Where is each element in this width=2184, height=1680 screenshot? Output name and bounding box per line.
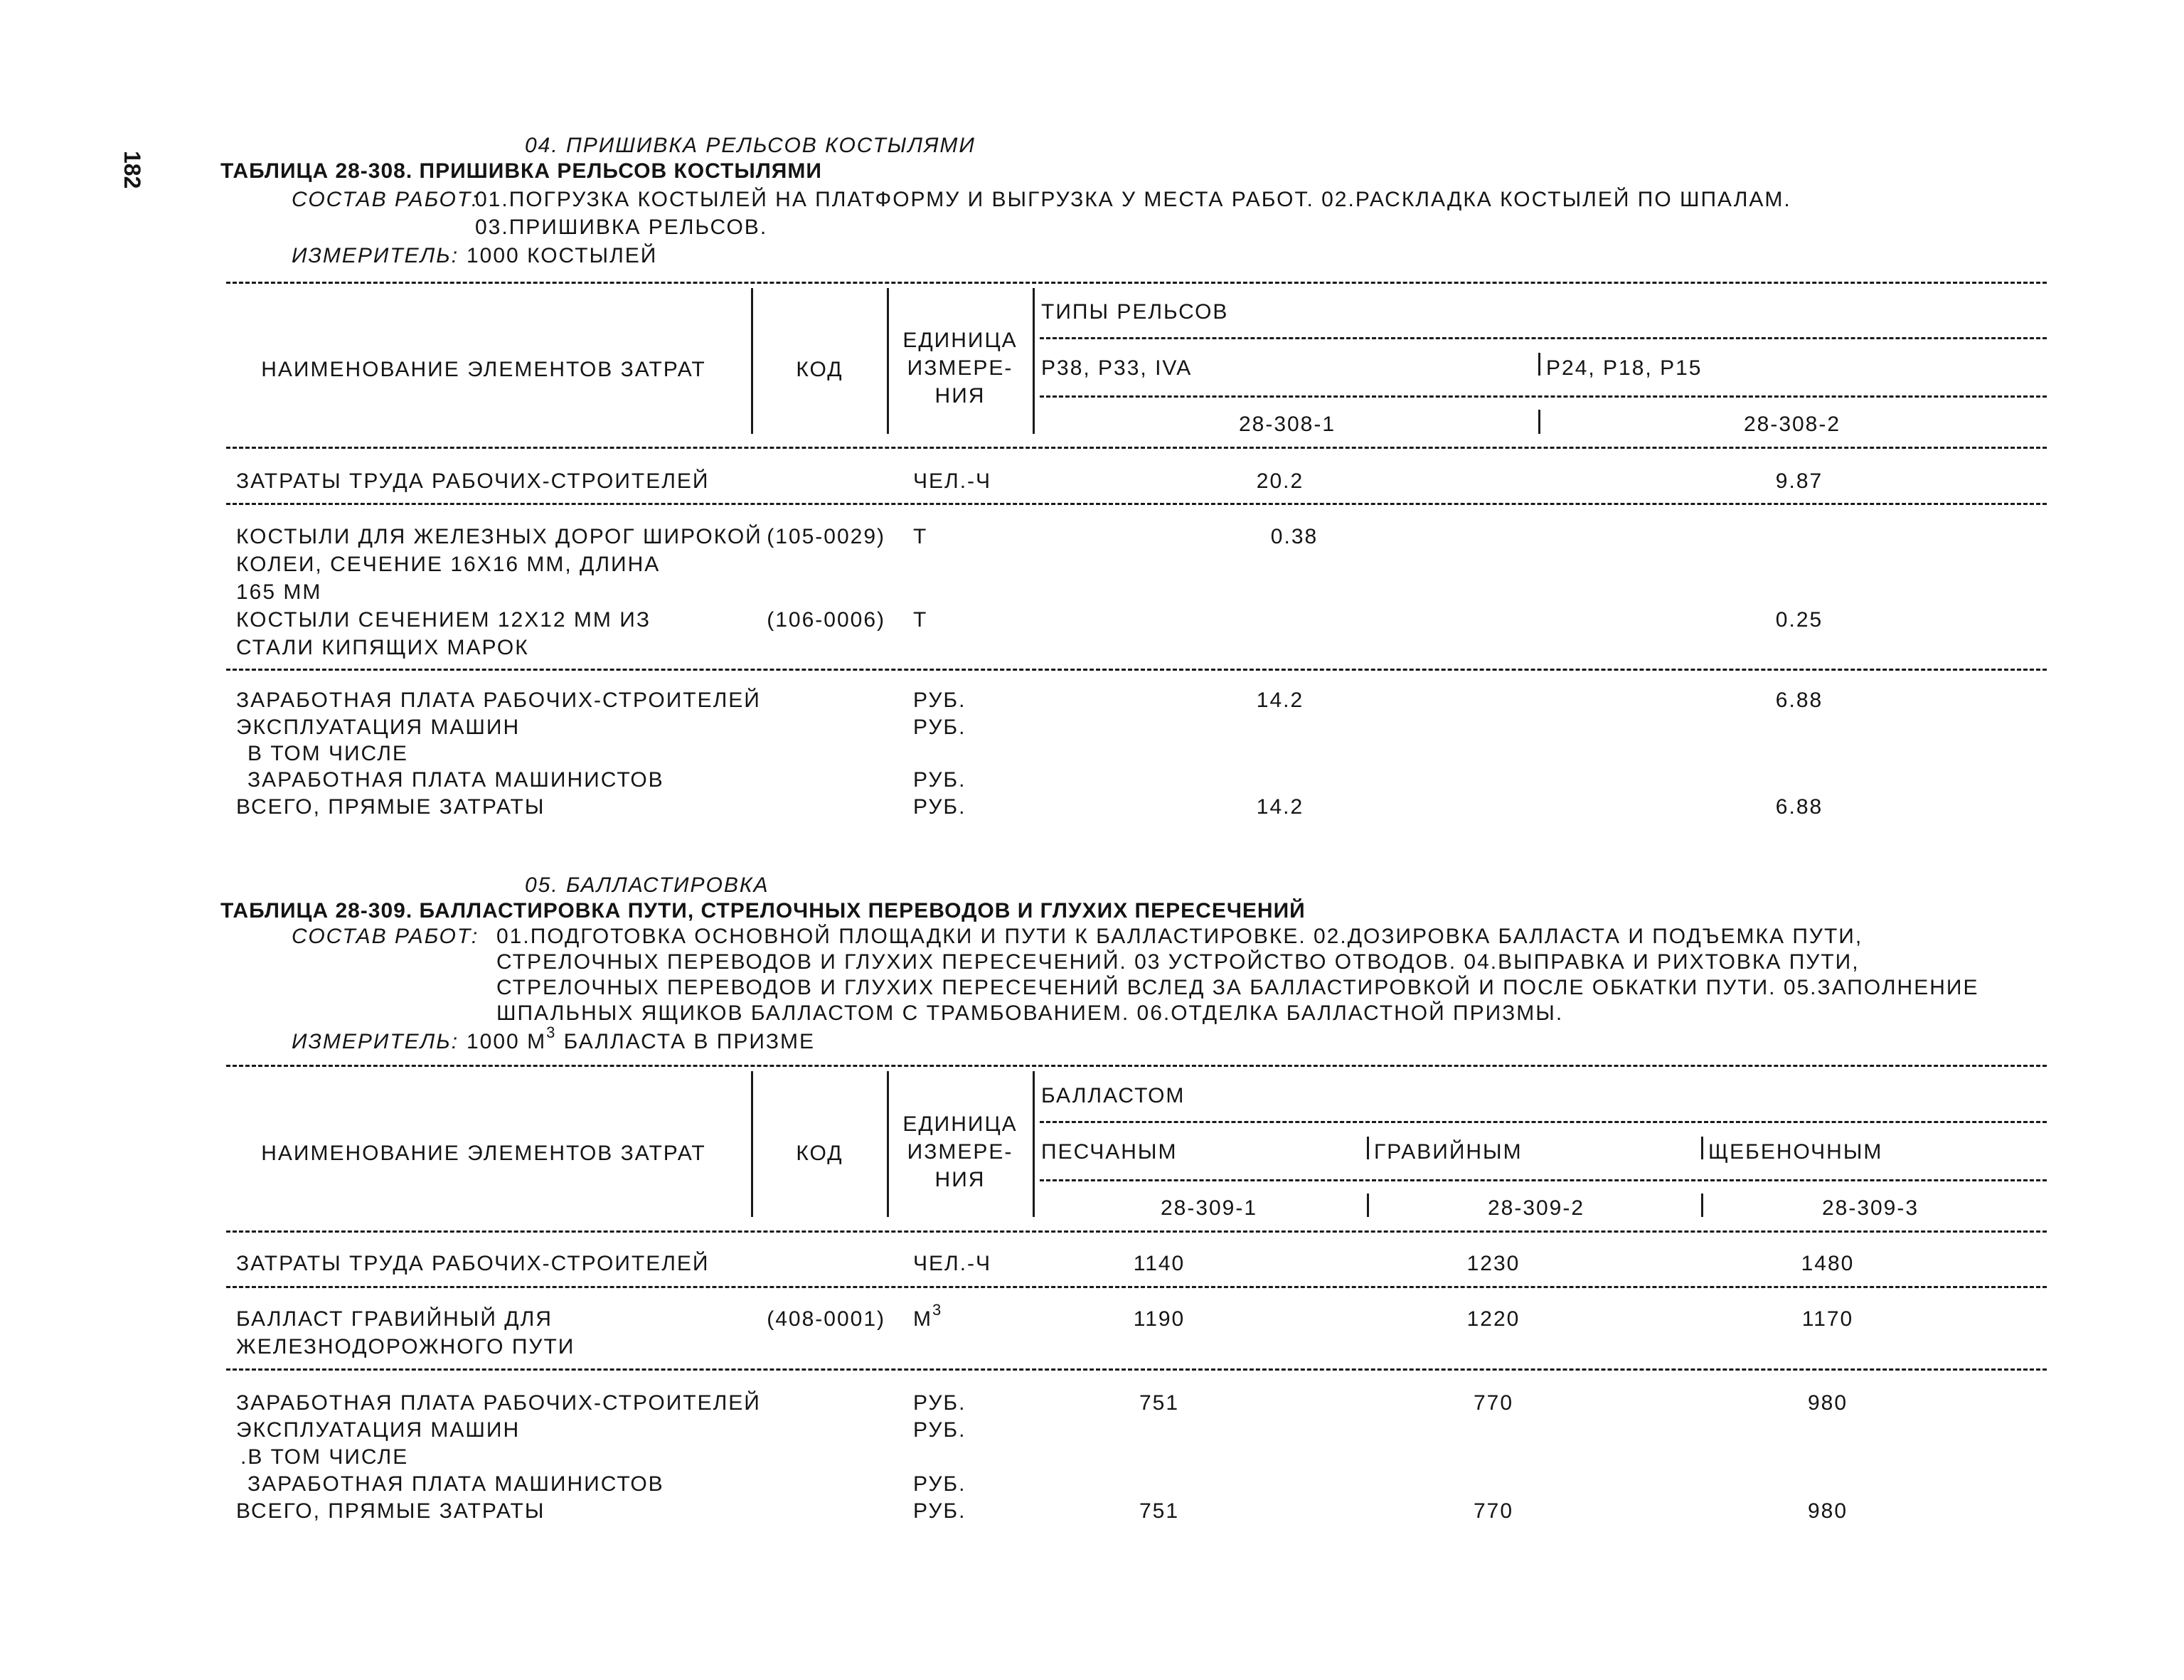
column-separator xyxy=(1367,1137,1369,1159)
header-unit: ИЗМЕРЕ- xyxy=(907,356,1013,380)
column-separator xyxy=(751,288,753,434)
row-unit: $М^3$ xyxy=(913,1301,943,1331)
izm-label: ИЗМЕРИТЕЛЬ: xyxy=(292,1030,459,1053)
header-unit: ЕДИНИЦА xyxy=(902,1112,1018,1136)
header-name: НАИМЕНОВАНИЕ ЭЛЕМЕНТОВ ЗАТРАТ xyxy=(261,1142,706,1165)
header-unit: НИЯ xyxy=(934,384,986,408)
row-name: ЭКСПЛУАТАЦИЯ МАШИН xyxy=(236,716,521,739)
row-name: ЗАРАБОТНАЯ ПЛАТА МАШИНИСТОВ xyxy=(247,768,664,792)
row-unit: ЧЕЛ.-Ч xyxy=(913,1252,992,1275)
table-rule xyxy=(226,503,2047,505)
row-unit: РУБ. xyxy=(913,1472,966,1496)
row-unit: Т xyxy=(913,608,928,632)
sostav-line: ШПАЛЬНЫХ ЯЩИКОВ БАЛЛАСТОМ С ТРАМБОВАНИЕМ. 06.ОТДЕЛКА БАЛЛАСТНОЙ ПРИЗМЫ. xyxy=(496,1001,1564,1025)
row-value: 14.2 xyxy=(1256,795,1304,819)
row-kod: (106-0006) xyxy=(767,608,885,632)
header-group: БАЛЛАСТОМ xyxy=(1041,1084,1186,1107)
header-kod: КОД xyxy=(796,1142,843,1165)
header-group: ТИПЫ РЕЛЬСОВ xyxy=(1041,300,1229,324)
table-rule xyxy=(226,1230,2047,1233)
column-separator xyxy=(1701,1193,1703,1217)
column-separator xyxy=(1538,410,1540,434)
column-separator xyxy=(1367,1193,1369,1217)
row-value: 6.88 xyxy=(1775,795,1823,819)
row-name: ВСЕГО, ПРЯМЫЕ ЗАТРАТЫ xyxy=(236,795,545,819)
sostav-line: СТРЕЛОЧНЫХ ПЕРЕВОДОВ И ГЛУХИХ ПЕРЕСЕЧЕНИЙ. 03 УСТРОЙСТВО ОТВОДОВ. 04.ВЫПРАВКА И РИХТОВКА ПУТИ, xyxy=(496,950,1860,974)
row-name: КОСТЫЛИ ДЛЯ ЖЕЛЕЗНЫХ ДОРОГ ШИРОКОЙ xyxy=(236,525,762,548)
row-unit: РУБ. xyxy=(913,795,966,819)
row-name: ЭКСПЛУАТАЦИЯ МАШИН xyxy=(236,1418,521,1442)
section-heading: 04. ПРИШИВКА РЕЛЬСОВ КОСТЫЛЯМИ xyxy=(525,134,976,157)
sostav-line: 01.ПОДГОТОВКА ОСНОВНОЙ ПЛОЩАДКИ И ПУТИ К БАЛЛАСТИРОВКЕ. 02.ДОЗИРОВКА БАЛЛАСТА И ПОДЪЕМКА ПУТИ, xyxy=(496,925,1863,948)
row-value: 1480 xyxy=(1801,1252,1855,1275)
header-rail-type: Р38, Р33, IVA xyxy=(1041,356,1193,380)
header-rule xyxy=(1040,1179,2047,1181)
sostav-line: СТРЕЛОЧНЫХ ПЕРЕВОДОВ И ГЛУХИХ ПЕРЕСЕЧЕНИЙ ВСЛЕД ЗА БАЛЛАСТИРОВКОЙ И ПОСЛЕ ОБКАТКИ ПУТИ. 05.ЗАПОЛНЕНИЕ xyxy=(496,976,1979,999)
row-value: 751 xyxy=(1139,1391,1180,1415)
row-unit: РУБ. xyxy=(913,1391,966,1415)
row-value: 980 xyxy=(1807,1499,1848,1523)
section-heading: 05. БАЛЛАСТИРОВКА xyxy=(525,873,769,897)
row-value: 1230 xyxy=(1466,1252,1520,1275)
row-value: 14.2 xyxy=(1256,689,1304,712)
row-unit: Т xyxy=(913,525,928,548)
header-rule xyxy=(1040,395,2047,398)
row-name: 165 ММ xyxy=(236,580,322,604)
row-kod: (105-0029) xyxy=(767,525,885,548)
header-code: 28-308-1 xyxy=(1238,413,1336,436)
header-unit: ЕДИНИЦА xyxy=(902,329,1018,352)
row-value: 1170 xyxy=(1801,1307,1854,1331)
sostav-line: 01.ПОГРУЗКА КОСТЫЛЕЙ НА ПЛАТФОРМУ И ВЫГРУЗКА У МЕСТА РАБОТ. 02.РАСКЛАДКА КОСТЫЛЕЙ ПО ШПАЛАМ. xyxy=(475,188,1791,211)
row-value: 980 xyxy=(1807,1391,1848,1415)
column-separator xyxy=(1033,1071,1035,1217)
row-value: 1190 xyxy=(1133,1307,1186,1331)
sostav-line: 03.ПРИШИВКА РЕЛЬСОВ. xyxy=(475,216,768,239)
row-name: ВСЕГО, ПРЯМЫЕ ЗАТРАТЫ xyxy=(236,1499,545,1523)
row-value: 6.88 xyxy=(1775,689,1823,712)
row-unit: ЧЕЛ.-Ч xyxy=(913,469,992,493)
sostav-label: СОСТАВ РАБОТ: xyxy=(292,925,479,948)
row-name: ЗАТРАТЫ ТРУДА РАБОЧИХ-СТРОИТЕЛЕЙ xyxy=(236,1252,710,1275)
row-unit: РУБ. xyxy=(913,768,966,792)
table-rule xyxy=(226,1368,2047,1371)
row-value: 770 xyxy=(1473,1499,1514,1523)
column-separator xyxy=(1538,353,1540,376)
row-name: БАЛЛАСТ ГРАВИЙНЫЙ ДЛЯ xyxy=(236,1307,553,1331)
row-name: КОСТЫЛИ СЕЧЕНИЕМ 12Х12 ММ ИЗ xyxy=(236,608,651,632)
header-rail-type: Р24, Р18, Р15 xyxy=(1546,356,1703,380)
header-ballast-type: ПЕСЧАНЫМ xyxy=(1041,1140,1178,1164)
header-code: 28-309-2 xyxy=(1487,1196,1585,1220)
row-value: 0.38 xyxy=(1270,525,1319,548)
izm-label: ИЗМЕРИТЕЛЬ: xyxy=(292,244,459,267)
column-separator xyxy=(751,1071,753,1217)
header-code: 28-309-3 xyxy=(1821,1196,1919,1220)
header-ballast-type: ЩЕБЕНОЧНЫМ xyxy=(1708,1140,1883,1164)
header-ballast-type: ГРАВИЙНЫМ xyxy=(1374,1140,1523,1164)
table-rule xyxy=(226,1065,2047,1067)
header-unit: НИЯ xyxy=(934,1168,986,1191)
column-separator xyxy=(1701,1137,1703,1159)
table-title: ТАБЛИЦА 28-308. ПРИШИВКА РЕЛЬСОВ КОСТЫЛЯМИ xyxy=(220,159,822,183)
row-name: В ТОМ ЧИСЛЕ xyxy=(247,742,408,765)
header-code: 28-308-2 xyxy=(1743,413,1841,436)
row-value: 0.25 xyxy=(1775,608,1823,632)
table-rule xyxy=(226,282,2047,284)
row-unit: РУБ. xyxy=(913,1499,966,1523)
row-name: СТАЛИ КИПЯЩИХ МАРОК xyxy=(236,636,529,659)
header-code: 28-309-1 xyxy=(1160,1196,1258,1220)
row-name: ЗАТРАТЫ ТРУДА РАБОЧИХ-СТРОИТЕЛЕЙ xyxy=(236,469,710,493)
column-separator xyxy=(1033,288,1035,434)
row-kod: (408-0001) xyxy=(767,1307,885,1331)
header-rule xyxy=(1040,337,2047,339)
row-value: 1140 xyxy=(1133,1252,1186,1275)
row-unit: РУБ. xyxy=(913,689,966,712)
row-name: .В ТОМ ЧИСЛЕ xyxy=(240,1445,409,1469)
header-unit: ИЗМЕРЕ- xyxy=(907,1140,1013,1164)
page-number: 182 xyxy=(119,151,145,189)
table-rule xyxy=(226,669,2047,671)
izm-value: 1000 $М^3$ БАЛЛАСТА В ПРИЗМЕ xyxy=(467,1024,816,1053)
row-name: ЗАРАБОТНАЯ ПЛАТА РАБОЧИХ-СТРОИТЕЛЕЙ xyxy=(236,689,761,712)
row-unit: РУБ. xyxy=(913,1418,966,1442)
row-value: 770 xyxy=(1473,1391,1514,1415)
row-value: 1220 xyxy=(1466,1307,1520,1331)
row-name: ЗАРАБОТНАЯ ПЛАТА РАБОЧИХ-СТРОИТЕЛЕЙ xyxy=(236,1391,761,1415)
header-name: НАИМЕНОВАНИЕ ЭЛЕМЕНТОВ ЗАТРАТ xyxy=(261,358,706,381)
izm-value: 1000 КОСТЫЛЕЙ xyxy=(467,244,658,267)
header-rule xyxy=(1040,1121,2047,1123)
table-rule xyxy=(226,447,2047,449)
table-rule xyxy=(226,1286,2047,1288)
header-kod: КОД xyxy=(796,358,843,381)
row-name: КОЛЕИ, СЕЧЕНИЕ 16Х16 ММ, ДЛИНА xyxy=(236,553,661,576)
row-value: 9.87 xyxy=(1775,469,1823,493)
row-name: ЗАРАБОТНАЯ ПЛАТА МАШИНИСТОВ xyxy=(247,1472,664,1496)
row-name: ЖЕЛЕЗНОДОРОЖНОГО ПУТИ xyxy=(236,1335,575,1359)
sostav-label: СОСТАВ РАБОТ: xyxy=(292,188,479,211)
table-title: ТАБЛИЦА 28-309. БАЛЛАСТИРОВКА ПУТИ, СТРЕЛОЧНЫХ ПЕРЕВОДОВ И ГЛУХИХ ПЕРЕСЕЧЕНИЙ xyxy=(220,899,1306,923)
row-value: 20.2 xyxy=(1256,469,1304,493)
row-unit: РУБ. xyxy=(913,716,966,739)
row-value: 751 xyxy=(1139,1499,1180,1523)
